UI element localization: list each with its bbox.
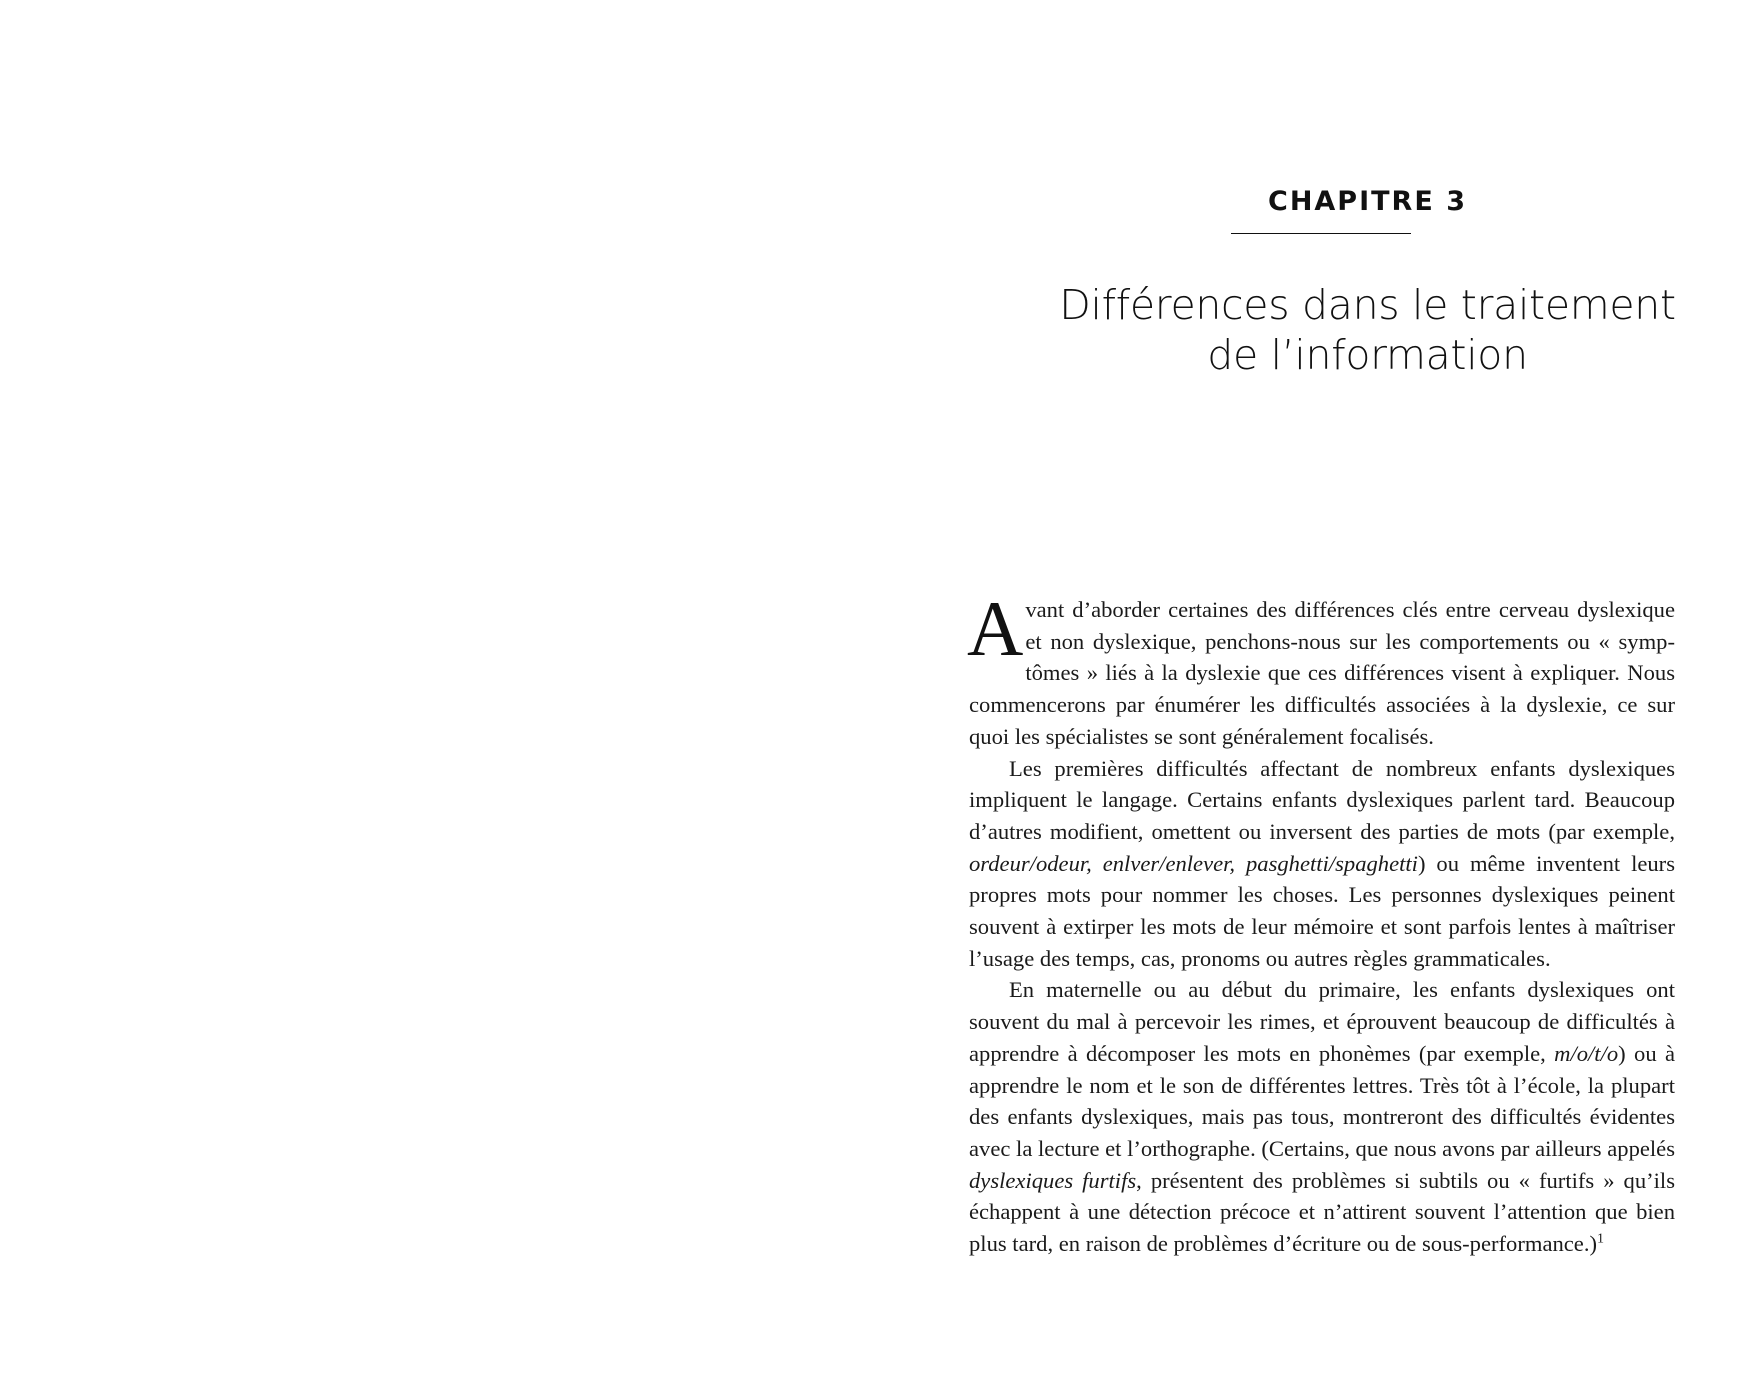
paragraph-3: [969, 974, 1675, 1259]
chapter-label: CHAPITRE 3: [1268, 186, 1467, 217]
paragraph-2: [969, 753, 1675, 975]
paragraph-2-text-b: ) ou même inventent leurs propres mots pour nommer les choses. Les personnes dyslexiques peinent souvent à extirper les mots de leur mémoire et sont parfois lentes à maîtriser l’usage des temps, cas, pronoms ou autres règles grammaticales.: [969, 850, 1675, 971]
paragraph-3-text-c: , présentent des problèmes si subtils ou « furtifs » qu’ils échappent à une détection précoce et n’attirent souvent l’attention que bien plus tard, en raison de problèmes d’écriture ou de sous-performance.): [969, 1167, 1675, 1257]
body-text: [967, 585, 1675, 1260]
paragraph-2-text-a: Les premières difficultés affectant de nombreux enfants dyslexiques impliquent le langage. Certains enfants dyslexiques parlent tard. Beaucoup d’autres modifient, omettent ou inversent des parties de mots (par exemple,: [969, 755, 1675, 844]
paragraph-2-examples: ordeur/odeur, enlver/enlever, pasghetti/spaghetti: [969, 850, 1418, 876]
paragraph-1-text: vant d’aborder certaines des différences clés entre cerveau dyslexique et non dyslexique, penchons-nous sur les comportements ou « symptômes » liés à la dyslexie que ces différences visent à expliquer. Nous commencerons par énumérer les difficultés associées à la dyslexie, ce sur quoi les spécialistes se sont généralement focalisés.: [969, 597, 1675, 749]
paragraph-3-example: m/o/t/o: [1554, 1040, 1619, 1066]
chapter-title-line-2: de l’information: [1207, 331, 1528, 379]
paragraph-3-term: dyslexiques furtifs: [969, 1167, 1137, 1193]
right-page: [879, 0, 1758, 1400]
paragraph-3-text-a: En maternelle ou au début du primaire, les enfants dyslexiques ont souvent du mal à percevoir les rimes, et éprouvent beaucoup de difficultés à apprendre à décomposer les mots en phonèmes (par exemple,: [969, 977, 1675, 1066]
chapter-rule: [1231, 233, 1411, 234]
drop-cap: A: [967, 585, 1024, 672]
paragraph-1: [967, 585, 1675, 753]
chapter-title-line-1: Différences dans le traitement: [1059, 281, 1676, 329]
paragraph-3-text-b: ) ou à apprendre le nom et le son de différentes lettres. Très tôt à l’école, la plupart des enfants dyslexiques, mais pas tous, montreront des difficultés évidentes avec la lecture et l’orthographe. (Certains, que nous avons par ailleurs appelés: [969, 1040, 1675, 1161]
chapter-title: [879, 280, 1758, 380]
footnote-ref[interactable]: 1: [1597, 1231, 1605, 1247]
